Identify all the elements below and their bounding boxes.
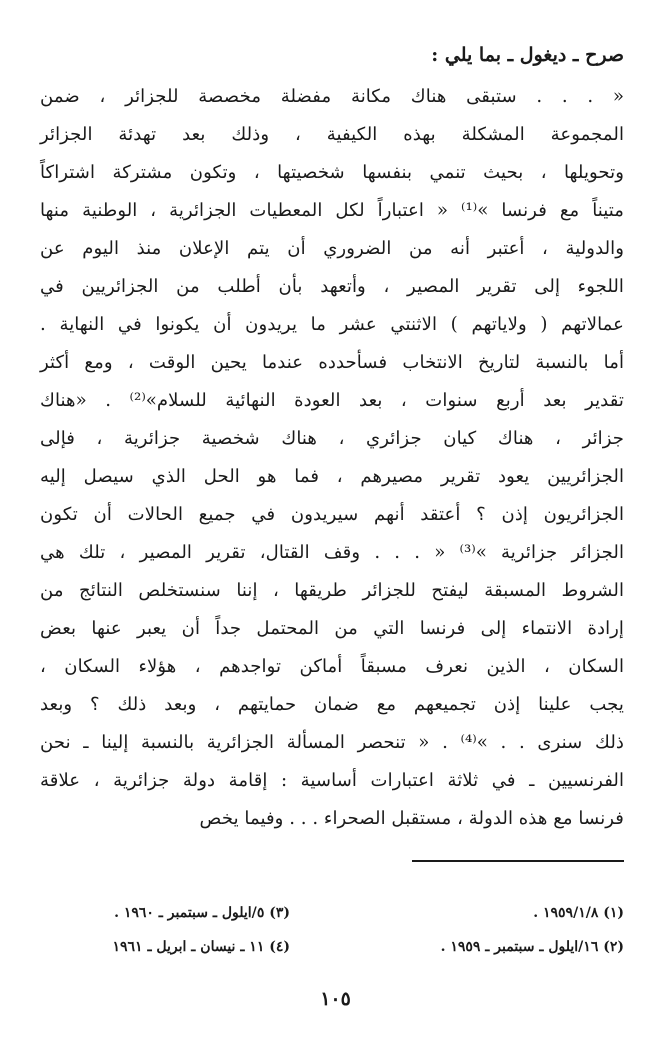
text-line: السكان ، الذين نعرف مسبقاً أماكن تواجدهم ، هؤلاء السكان ، [40, 656, 624, 677]
text-line: عمالاتهم ( ولاياتهم ) الاثنتي عشر ما يريدون أن يكونوا في النهاية . [40, 314, 624, 335]
section-heading: صرح ـ ديغول ـ بما يلي : [431, 44, 624, 66]
text-line: المجموعة المشكلة بهذه الكيفية ، وذلك بعد تهدئة الجزائر [40, 124, 624, 145]
footnote-3: (٣) ٥/ايلول ـ سبتمبر ـ ١٩٦٠ . [114, 905, 290, 921]
footnote-divider [412, 860, 624, 862]
text-line: جزائر ، هناك كيان جزائري ، هناك شخصية جزائرية ، فإلى [40, 428, 624, 449]
footnote-4: (٤) ١١ ـ نيسان ـ ابريل ـ ١٩٦١ [112, 939, 290, 955]
text-line: يجب علينا إذن تجميعهم مع ضمان حمايتهم ، وبعد ذلك ؟ وبعد [40, 694, 624, 715]
text-line: « . . . ستبقى هناك مكانة مفضلة مخصصة للجزائر ، ضمن [40, 86, 624, 107]
footnote-2: (٢) ١٦/ايلول ـ سبتمبر ـ ١٩٥٩ . [440, 939, 624, 955]
page-number: ١٠٥ [320, 988, 351, 1010]
text-line: الجزائريون إذن ؟ أعتقد أنهم سيريدون في جميع الحالات أن تكون [40, 504, 624, 525]
text-line: تقدير بعد أربع سنوات ، بعد العودة النهائية للسلام»⁽²⁾ . «هناك [40, 390, 624, 411]
text-line: الجزائريين يعود تقرير مصيرهم ، فما هو الحل الذي سيصل إليه [40, 466, 624, 487]
text-line: أما بالنسبة لتاريخ الانتخاب فسأحدده عندما يحين الوقت ، ومع أكثر [40, 352, 624, 373]
footnote-row [40, 930, 624, 964]
text-line: فرنسا مع هذه الدولة ، مستقبل الصحراء . . . وفيما يخص [199, 808, 624, 829]
text-line: وتحويلها ، بحيث تنمي بنفسها شخصيتها ، وتكون مشتركة اشتراكاً [40, 162, 624, 183]
footnote-row [40, 896, 624, 930]
text-line: والدولية ، أعتبر أنه من الضروري أن يتم الإعلان منذ اليوم عن [40, 238, 624, 259]
text-line: متيناً مع فرنسا »⁽¹⁾ « اعتباراً لكل المعطيات الجزائرية ، الوطنية منها [40, 200, 624, 221]
text-line: الجزائر جزائرية »⁽³⁾ « . . . وقف القتال، تقرير المصير ، تلك هي [40, 542, 624, 563]
footnotes [40, 896, 624, 964]
body-text [40, 78, 624, 838]
footnote-1: (١) ١٩٥٩/١/٨ . [533, 905, 624, 921]
text-line: اللجوء إلى تقرير المصير ، وأتعهد بأن أطلب من الجزائريين في [40, 276, 624, 297]
text-line: ذلك سنرى . . »⁽⁴⁾ . « تنحصر المسألة الجزائرية بالنسبة إلينا ـ نحن [40, 732, 624, 753]
text-line: الفرنسيين ـ في ثلاثة اعتبارات أساسية : إقامة دولة جزائرية ، علاقة [40, 770, 624, 791]
text-line: إرادة الانتماء إلى فرنسا التي من المحتمل جداً أن يعبر عنها بعض [40, 618, 624, 639]
text-line: الشروط المسبقة ليفتح للجزائر طريقها ، إننا سنستخلص النتائج من [40, 580, 624, 601]
